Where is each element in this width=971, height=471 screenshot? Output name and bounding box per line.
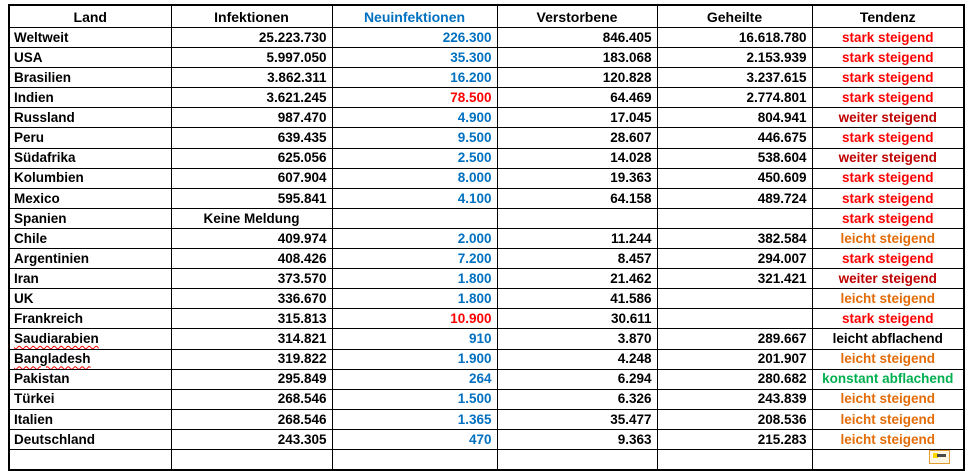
cell-verstorbene[interactable]: 14.028 [497, 148, 657, 168]
table-row [9, 108, 964, 128]
covid-country-table [8, 4, 963, 471]
cell-tendenz[interactable]: konstant abflachend [812, 369, 964, 389]
cell-infektionen[interactable]: 5.997.050 [171, 48, 332, 68]
cell-land[interactable] [9, 168, 171, 188]
country-label: Mexico [14, 190, 60, 206]
country-label: Russland [14, 110, 75, 126]
cell-land[interactable] [9, 389, 171, 409]
cell-geheilte[interactable]: 3.237.615 [657, 68, 812, 88]
table-row [9, 128, 964, 148]
cell-neuinfektionen[interactable]: 1.900 [332, 349, 497, 369]
cell-verstorbene[interactable]: 35.477 [497, 409, 657, 429]
cell-land[interactable] [9, 269, 171, 289]
cell-tendenz[interactable]: stark steigend [812, 128, 964, 148]
cell-geheilte[interactable]: 294.007 [657, 249, 812, 269]
cell-verstorbene[interactable]: 6.326 [497, 389, 657, 409]
cell-tendenz[interactable]: stark steigend [812, 208, 964, 228]
cell-land[interactable] [9, 88, 171, 108]
cell-neuinfektionen[interactable]: 7.200 [332, 249, 497, 269]
cell-geheilte[interactable]: 538.604 [657, 148, 812, 168]
cell-land[interactable] [9, 369, 171, 389]
cell-neuinfektionen[interactable]: 4.900 [332, 108, 497, 128]
country-label: Südafrika [14, 150, 76, 166]
cell-infektionen[interactable]: 373.570 [171, 269, 332, 289]
cell-infektionen[interactable]: 25.223.730 [171, 28, 332, 48]
table-row [9, 148, 964, 168]
cell-neuinfektionen[interactable]: 470 [332, 429, 497, 449]
table-body [9, 28, 964, 471]
cell-geheilte[interactable]: 2.153.939 [657, 48, 812, 68]
cell-tendenz[interactable]: leicht steigend [812, 228, 964, 248]
cell-infektionen[interactable]: 315.813 [171, 309, 332, 329]
cell-neuinfektionen[interactable]: 1.800 [332, 289, 497, 309]
country-label: Saudiarabien [14, 331, 99, 347]
cell-tendenz[interactable]: stark steigend [812, 48, 964, 68]
empty-cell[interactable] [497, 449, 657, 470]
table-row [9, 88, 964, 108]
table-row [9, 68, 964, 88]
cell-neuinfektionen[interactable]: 9.500 [332, 128, 497, 148]
cell-geheilte[interactable]: 16.618.780 [657, 28, 812, 48]
table-row [9, 48, 964, 68]
cell-neuinfektionen[interactable]: 35.300 [332, 48, 497, 68]
table-row [9, 429, 964, 449]
cell-verstorbene[interactable]: 120.828 [497, 68, 657, 88]
cell-tendenz[interactable]: stark steigend [812, 168, 964, 188]
cell-geheilte[interactable]: 446.675 [657, 128, 812, 148]
cell-infektionen[interactable]: 319.822 [171, 349, 332, 369]
column-header-tendenz[interactable]: Tendenz [812, 5, 964, 28]
cell-geheilte[interactable]: 289.667 [657, 329, 812, 349]
cell-verstorbene[interactable]: 6.294 [497, 369, 657, 389]
cell-tendenz[interactable]: weiter steigend [812, 148, 964, 168]
country-label: UK [14, 291, 34, 307]
cell-infektionen[interactable]: 243.305 [171, 429, 332, 449]
cell-neuinfektionen[interactable]: 226.300 [332, 28, 497, 48]
country-label: Chile [14, 230, 48, 246]
cell-neuinfektionen[interactable]: 8.000 [332, 168, 497, 188]
country-label: Kolumbien [14, 170, 84, 186]
cell-tendenz[interactable]: stark steigend [812, 28, 964, 48]
cell-neuinfektionen[interactable]: 1.365 [332, 409, 497, 429]
cell-neuinfektionen[interactable]: 78.500 [332, 88, 497, 108]
table-row [9, 168, 964, 188]
cell-infektionen[interactable]: 268.546 [171, 409, 332, 429]
cell-neuinfektionen[interactable] [332, 208, 497, 228]
table-row [9, 249, 964, 269]
cell-verstorbene[interactable] [497, 208, 657, 228]
country-label: Indien [14, 90, 54, 106]
cell-infektionen[interactable]: 639.435 [171, 128, 332, 148]
table-row [9, 269, 964, 289]
empty-cell[interactable] [657, 449, 812, 470]
cell-neuinfektionen[interactable]: 2.000 [332, 228, 497, 248]
cell-tendenz[interactable]: leicht abflachend [812, 329, 964, 349]
cell-tendenz[interactable]: weiter steigend [812, 269, 964, 289]
cell-geheilte[interactable] [657, 289, 812, 309]
cell-neuinfektionen[interactable]: 4.100 [332, 188, 497, 208]
cell-geheilte[interactable] [657, 309, 812, 329]
cell-verstorbene[interactable]: 64.469 [497, 88, 657, 108]
cell-infektionen[interactable]: 314.821 [171, 329, 332, 349]
table-row [9, 228, 964, 248]
cell-verstorbene[interactable]: 9.363 [497, 429, 657, 449]
column-header-geheilte[interactable]: Geheilte [657, 5, 812, 28]
country-label: Peru [14, 130, 45, 146]
cell-verstorbene[interactable]: 21.462 [497, 269, 657, 289]
cell-land[interactable] [9, 108, 171, 128]
table-row [9, 208, 964, 228]
cell-verstorbene[interactable]: 4.248 [497, 349, 657, 369]
cell-infektionen[interactable]: 408.426 [171, 249, 332, 269]
cell-verstorbene[interactable]: 11.244 [497, 228, 657, 248]
cell-tendenz[interactable]: stark steigend [812, 88, 964, 108]
column-header-land[interactable]: Land [9, 5, 171, 28]
cell-tendenz[interactable]: leicht steigend [812, 389, 964, 409]
cell-verstorbene[interactable]: 41.586 [497, 289, 657, 309]
country-label: Pakistan [14, 371, 70, 387]
country-label: Brasilien [14, 69, 72, 85]
cell-verstorbene[interactable]: 19.363 [497, 168, 657, 188]
cell-verstorbene[interactable]: 30.611 [497, 309, 657, 329]
cell-neuinfektionen[interactable]: 2.500 [332, 148, 497, 168]
cell-geheilte[interactable]: 280.682 [657, 369, 812, 389]
cell-neuinfektionen[interactable]: 910 [332, 329, 497, 349]
column-header-verstorbene[interactable]: Verstorbene [497, 5, 657, 28]
cell-infektionen[interactable]: 336.670 [171, 289, 332, 309]
cell-tendenz[interactable]: leicht steigend [812, 289, 964, 309]
country-label: Italien [14, 411, 54, 427]
cell-tendenz[interactable]: weiter steigend [812, 108, 964, 128]
table-row [9, 309, 964, 329]
empty-cell[interactable] [171, 449, 332, 470]
cell-infektionen[interactable]: Keine Meldung [171, 208, 332, 228]
cell-tendenz[interactable]: stark steigend [812, 309, 964, 329]
cell-land[interactable] [9, 249, 171, 269]
cell-land[interactable] [9, 188, 171, 208]
cell-land[interactable] [9, 208, 171, 228]
cell-land[interactable] [9, 329, 171, 349]
cell-tendenz[interactable]: stark steigend [812, 249, 964, 269]
table-row [9, 329, 964, 349]
cell-land[interactable] [9, 68, 171, 88]
cell-infektionen[interactable]: 409.974 [171, 228, 332, 248]
table-row [9, 349, 964, 369]
cell-geheilte[interactable]: 201.907 [657, 349, 812, 369]
table-row [9, 389, 964, 409]
cell-geheilte[interactable]: 2.774.801 [657, 88, 812, 108]
country-label: Deutschland [14, 431, 96, 447]
cell-infektionen[interactable]: 3.862.311 [171, 68, 332, 88]
cell-verstorbene[interactable]: 846.405 [497, 28, 657, 48]
cell-tendenz[interactable]: stark steigend [812, 188, 964, 208]
cell-tendenz[interactable]: leicht steigend [812, 349, 964, 369]
cell-geheilte[interactable]: 321.421 [657, 269, 812, 289]
cell-verstorbene[interactable]: 28.607 [497, 128, 657, 148]
header-row [9, 5, 964, 28]
table-row [9, 409, 964, 429]
table-row [9, 369, 964, 389]
cell-land[interactable] [9, 309, 171, 329]
cell-land[interactable] [9, 409, 171, 429]
cell-verstorbene[interactable]: 3.870 [497, 329, 657, 349]
cell-verstorbene[interactable]: 8.457 [497, 249, 657, 269]
table-row [9, 188, 964, 208]
cell-land[interactable] [9, 429, 171, 449]
cell-geheilte[interactable]: 489.724 [657, 188, 812, 208]
cell-geheilte[interactable]: 382.584 [657, 228, 812, 248]
cell-geheilte[interactable] [657, 208, 812, 228]
country-label: Argentinien [14, 250, 90, 266]
table-row [9, 289, 964, 309]
cell-infektionen[interactable]: 3.621.245 [171, 88, 332, 108]
table-header [9, 5, 964, 28]
column-header-infektionen[interactable]: Infektionen [171, 5, 332, 28]
paste-options-icon[interactable] [929, 450, 950, 464]
cell-tendenz[interactable]: stark steigend [812, 68, 964, 88]
cell-verstorbene[interactable]: 64.158 [497, 188, 657, 208]
data-table [8, 4, 965, 471]
cell-infektionen[interactable]: 987.470 [171, 108, 332, 128]
cell-land[interactable] [9, 289, 171, 309]
empty-cell[interactable] [332, 449, 497, 470]
country-label: Frankreich [14, 311, 84, 327]
empty-row [9, 449, 964, 470]
cell-geheilte[interactable]: 450.609 [657, 168, 812, 188]
cell-tendenz[interactable]: leicht steigend [812, 429, 964, 449]
cell-land[interactable] [9, 148, 171, 168]
cell-geheilte[interactable]: 243.839 [657, 389, 812, 409]
country-label: Iran [14, 270, 39, 286]
cell-infektionen[interactable]: 607.904 [171, 168, 332, 188]
cell-land[interactable] [9, 48, 171, 68]
cell-neuinfektionen[interactable]: 16.200 [332, 68, 497, 88]
country-label: Bangladesh [14, 351, 91, 367]
cell-infektionen[interactable]: 625.056 [171, 148, 332, 168]
country-label: Weltweit [14, 29, 69, 45]
cell-land[interactable] [9, 349, 171, 369]
cell-verstorbene[interactable]: 17.045 [497, 108, 657, 128]
cell-neuinfektionen[interactable]: 1.500 [332, 389, 497, 409]
cell-infektionen[interactable]: 268.546 [171, 389, 332, 409]
cell-land[interactable] [9, 128, 171, 148]
cell-geheilte[interactable]: 804.941 [657, 108, 812, 128]
cell-tendenz[interactable]: leicht steigend [812, 409, 964, 429]
paste-options-glyph-bar [937, 454, 946, 457]
cell-neuinfektionen[interactable]: 264 [332, 369, 497, 389]
cell-infektionen[interactable]: 595.841 [171, 188, 332, 208]
table-row [9, 28, 964, 48]
cell-neuinfektionen[interactable]: 1.800 [332, 269, 497, 289]
empty-cell[interactable] [9, 449, 171, 470]
cell-land[interactable] [9, 28, 171, 48]
cell-geheilte[interactable]: 215.283 [657, 429, 812, 449]
cell-geheilte[interactable]: 208.536 [657, 409, 812, 429]
cell-infektionen[interactable]: 295.849 [171, 369, 332, 389]
country-label: Spanien [14, 210, 67, 226]
country-label: USA [14, 49, 43, 65]
country-label: Türkei [14, 391, 55, 407]
cell-land[interactable] [9, 228, 171, 248]
cell-neuinfektionen[interactable]: 10.900 [332, 309, 497, 329]
column-header-neuinfektionen[interactable]: Neuinfektionen [332, 5, 497, 28]
cell-verstorbene[interactable]: 183.068 [497, 48, 657, 68]
